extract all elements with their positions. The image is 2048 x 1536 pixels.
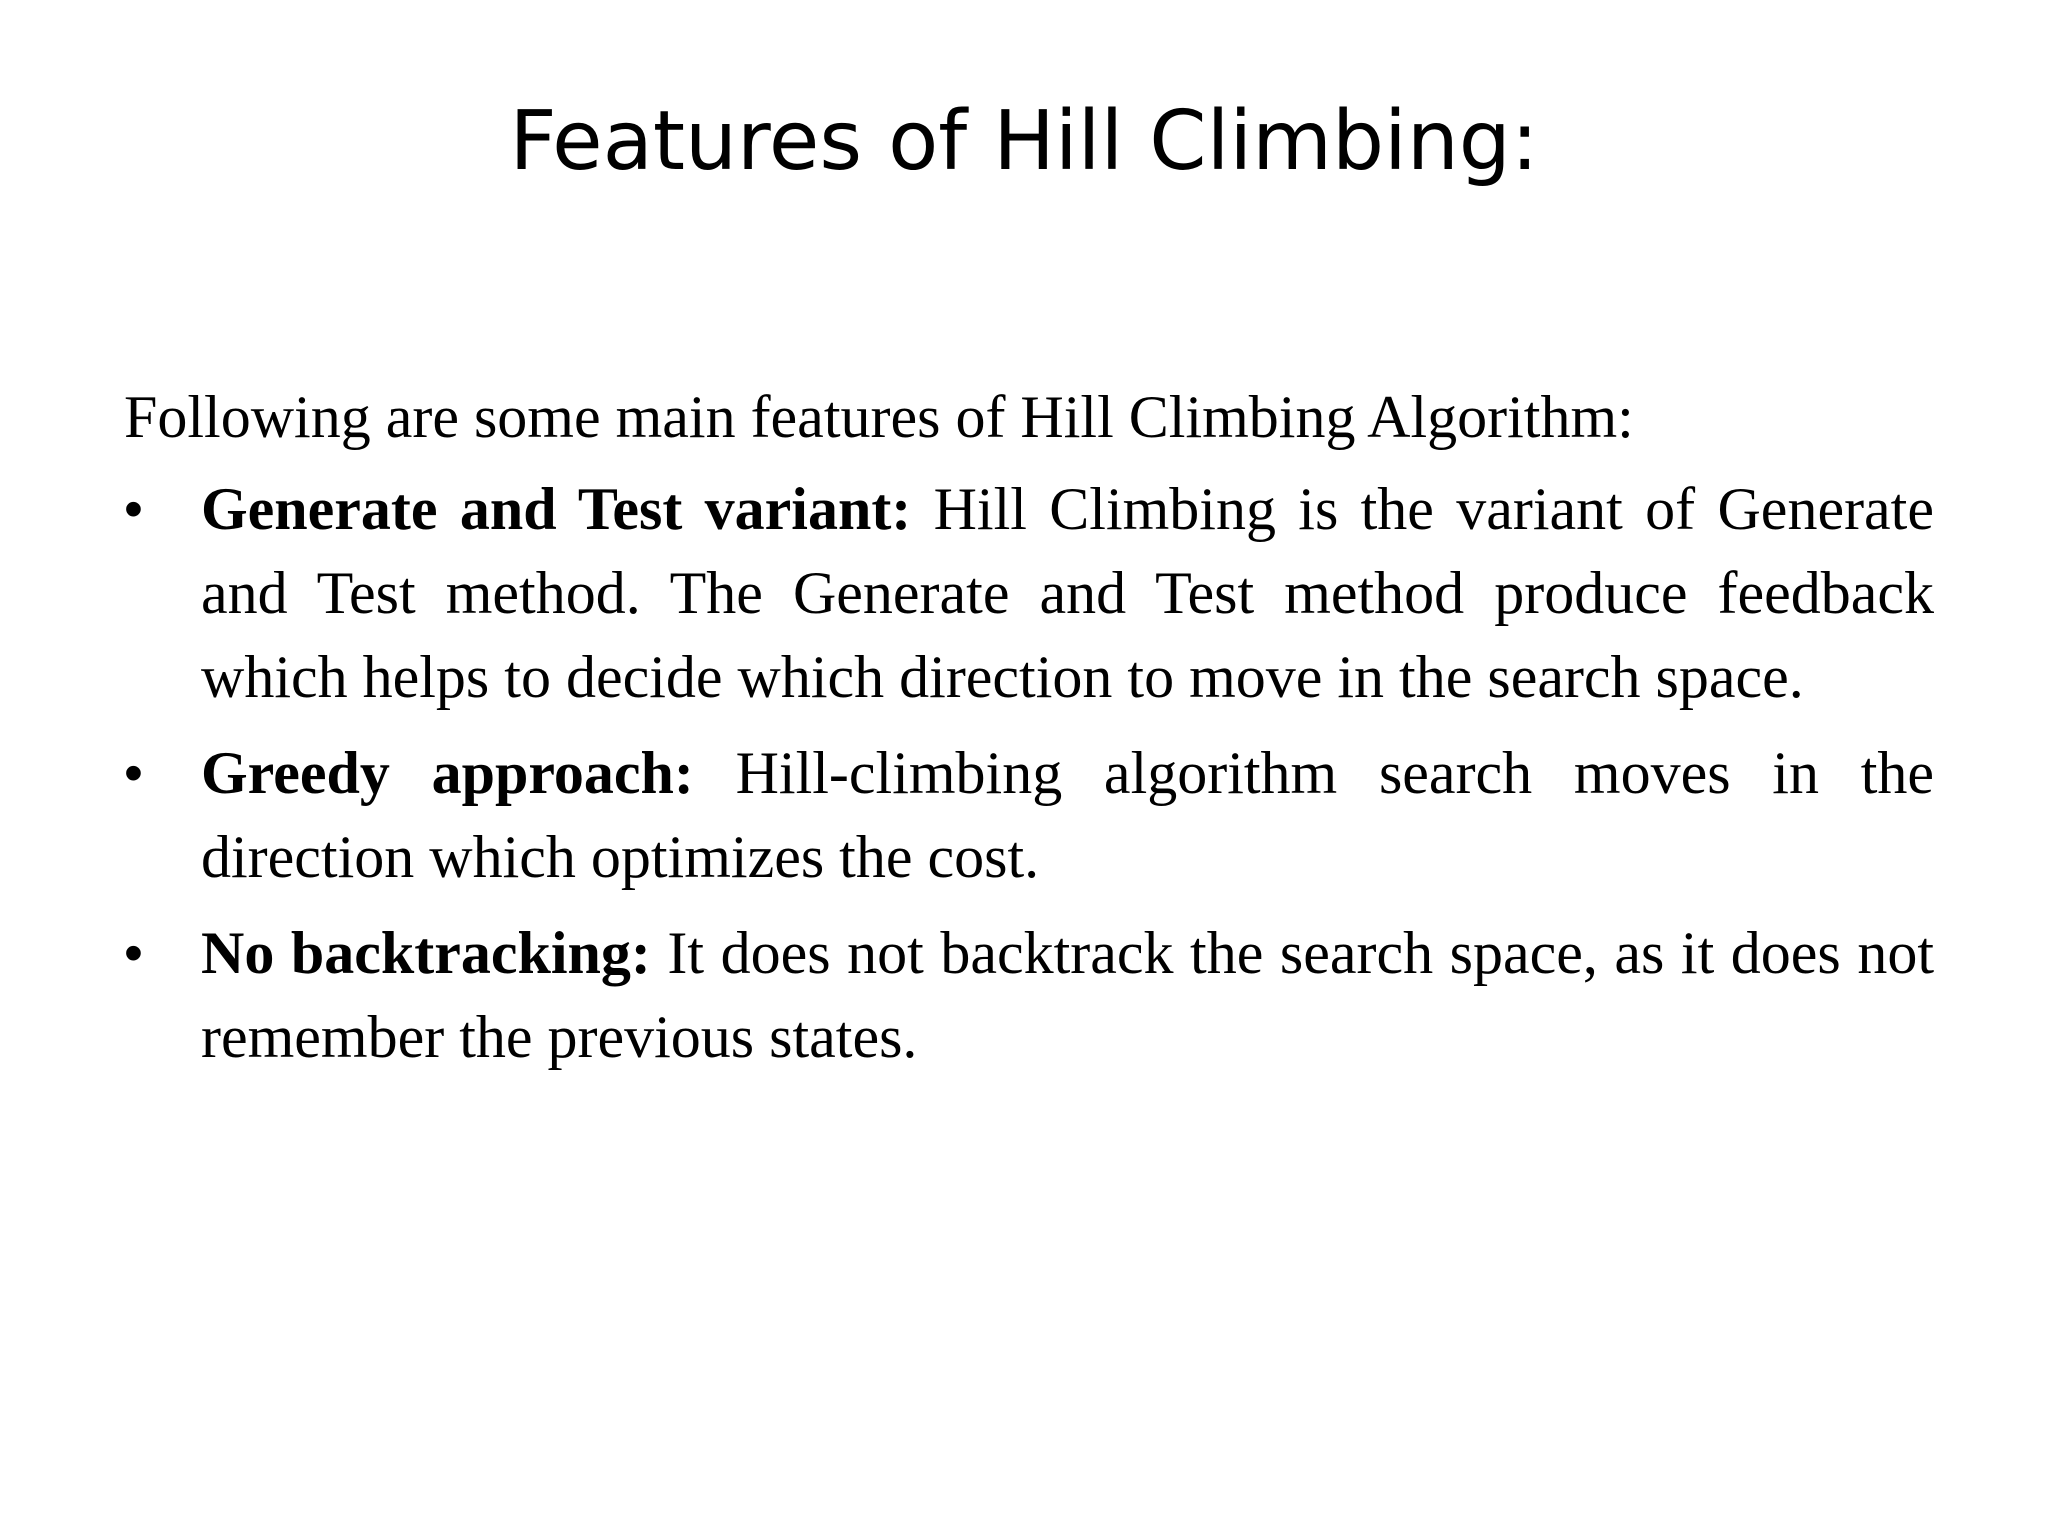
feature-list xyxy=(124,467,1934,1079)
feature-description: Hill-climbing algorithm search moves in the direction which optimizes the cost. xyxy=(201,740,1934,890)
feature-term: Generate and Test variant: xyxy=(201,476,912,542)
bullet-icon: • xyxy=(124,923,143,983)
bullet-icon: • xyxy=(124,743,143,803)
feature-item-greedy-approach xyxy=(124,731,1934,899)
feature-item-no-backtracking xyxy=(124,911,1934,1079)
feature-term: Greedy approach: xyxy=(201,740,694,806)
slide-body xyxy=(124,375,1934,1091)
feature-description: Hill Climbing is the variant of Generate and Test method. The Generate and Test method produce feedback which helps to decide which direction to move in the search space. xyxy=(201,476,1934,710)
bullet-icon: • xyxy=(124,479,143,539)
feature-term: No backtracking: xyxy=(201,920,651,986)
intro-text: Following are some main features of Hill Climbing Algorithm: xyxy=(124,384,1634,450)
slide-title: Features of Hill Climbing: xyxy=(509,94,1539,189)
feature-item-generate-and-test xyxy=(124,467,1934,719)
feature-description: It does not backtrack the search space, as it does not remember the previous states. xyxy=(201,920,1934,1070)
